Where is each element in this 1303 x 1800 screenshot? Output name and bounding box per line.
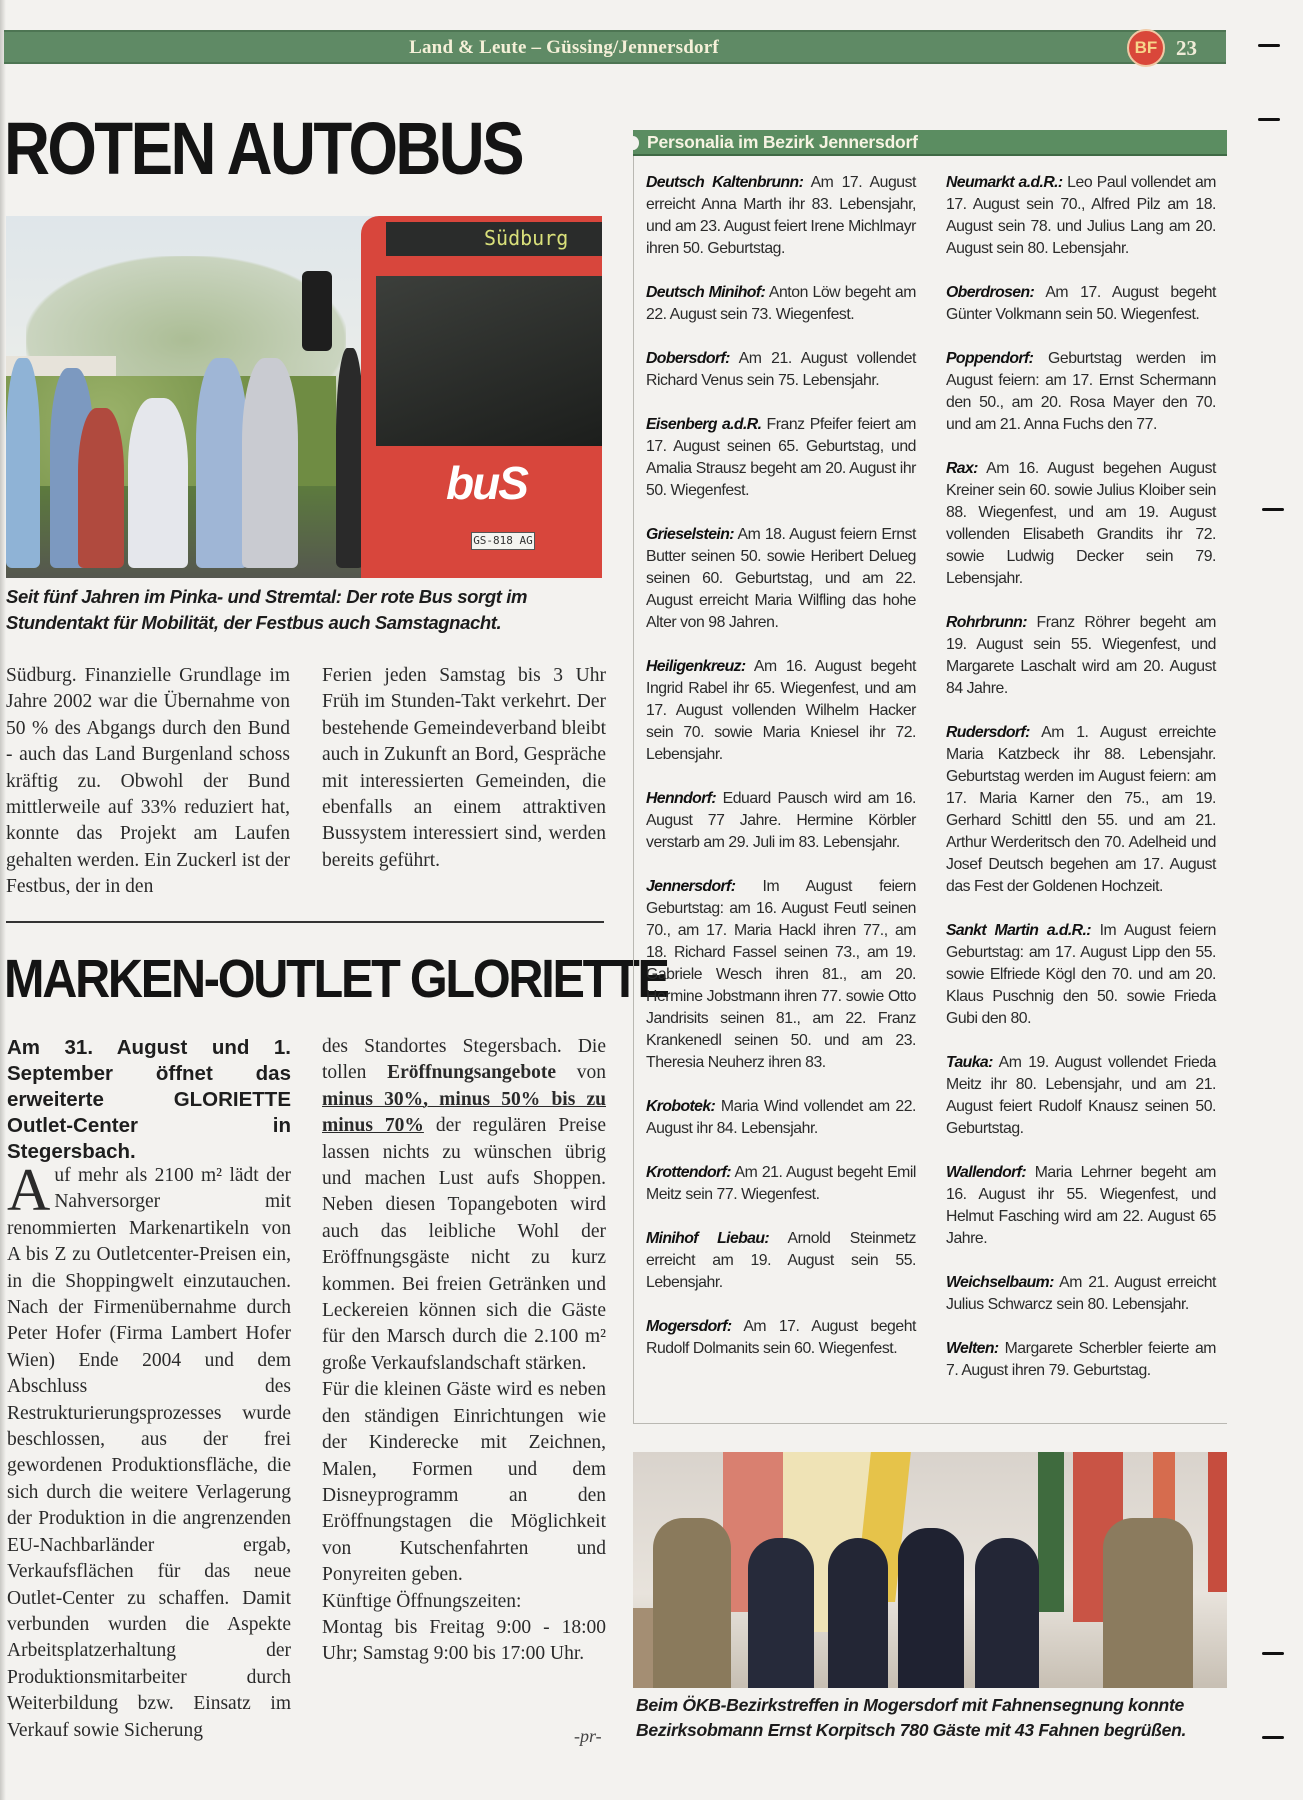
personalia-entry <box>646 788 916 854</box>
personalia-entry <box>646 1096 916 1140</box>
place-name: Rax: <box>946 460 978 477</box>
place-name: Tauka: <box>946 1054 993 1071</box>
uniformed-man <box>898 1528 964 1688</box>
entry-text: Am 18. August feiern Ernst Butter seinen 50. sowie Heribert Delueg seinen 60. Geburtstag, und am 22. August erreicht Maria Wilfling das hohe Alter von 98 Jahren. <box>646 526 916 631</box>
personalia-entry <box>646 414 916 502</box>
uniformed-man <box>1103 1518 1193 1688</box>
personalia-entry <box>646 656 916 766</box>
place-name: Jennersdorf: <box>646 878 736 895</box>
place-name: Dobersdorf: <box>646 350 730 367</box>
opening-hours: Montag bis Freitag 9:00 - 18:00 Uhr; Samstag 9:00 bis 17:00 Uhr. <box>322 1616 606 1665</box>
outlet-article-headline: MARKEN-OUTLET GLORIETTE <box>4 949 668 1009</box>
place-name: Sankt Martin a.d.R.: <box>946 922 1091 939</box>
entry-text: Margarete Scherbler feierte am 7. August ihren 79. Geburtstag. <box>946 1340 1216 1379</box>
personalia-entry <box>646 348 916 392</box>
section-header-bar <box>4 30 1226 64</box>
personalia-entry <box>946 1052 1216 1140</box>
place-name: Neumarkt a.d.R.: <box>946 174 1063 191</box>
entry-text: Am 17. August begeht Günter Volkmann sein 50. Wiegenfest. <box>946 284 1216 323</box>
child-figure <box>128 398 188 568</box>
personalia-title: Personalia im Bezirk Jennersdorf <box>647 132 918 152</box>
entry-text: Am 17. August begeht Rudolf Dolmanits sein 60. Wiegenfest. <box>646 1318 916 1357</box>
child-figure <box>196 358 248 568</box>
bus-logo: buS <box>446 457 527 509</box>
entry-text: Am 17. August erreicht Anna Marth ihr 83. Lebensjahr, und am 23. August feiert Irene Michlmayr ihren 50. Geburtstag. <box>646 174 916 257</box>
personalia-header-bar <box>633 130 1227 156</box>
entry-text: Franz Röhrer begeht am 19. August sein 55. Wiegenfest, und Margarete Laschalt wird am 20. August 84 Jahre. <box>946 614 1216 697</box>
personalia-entry <box>946 920 1216 1030</box>
discount-highlight: minus 30%, minus 50% bis zu minus 70% <box>322 1088 606 1137</box>
crop-mark-icon <box>1262 1736 1284 1739</box>
uniformed-man <box>828 1538 888 1688</box>
crop-mark-icon <box>1262 508 1284 511</box>
place-name: Deutsch Kaltenbrunn: <box>646 174 804 191</box>
bf-logo-icon: BF <box>1127 29 1165 67</box>
personalia-entry <box>646 282 916 326</box>
driver-figure <box>336 348 364 568</box>
place-name: Eisenberg a.d.R. <box>646 416 762 433</box>
place-name: Oberdrosen: <box>946 284 1035 301</box>
page-number: 23 <box>1176 36 1197 60</box>
entry-text: Am 19. August vollendet Frieda Meitz ihr 80. Lebensjahr, und am 21. August feiert Rudolf Knausz seinen 50. Geburtstag. <box>946 1054 1216 1137</box>
flag <box>1038 1452 1064 1612</box>
personalia-entry <box>946 1338 1216 1382</box>
outlet-column-1-text: uf mehr als 2100 m² lädt der Nahversorger mit renommierten Markenartikeln von A bis Z zu Outletcenter-Preisen ein, in die Shoppingwelt einzutauchen. Nach der Firmenübernahme durch Peter Hofer (Firma Lambert Hofer Wien) Ende 2004 und dem Abschluss des Restrukturierungsprozesses wurde beschlossen, aus der frei gewordenen Produktionsfläche, die sich durch die weitere Verlagerung der Produktion in die angrenzenden EU-Nachbarländer ergab, Verkaufsflächen für das neue Outlet-Center zu schaffen. Damit verbunden wurden die Aspekte Arbeitsplatzerhaltung der Produktionsmitarbeiter durch Weiterbildung bzw. Einsatz im Verkauf sowie Sicherung <box>7 1165 291 1741</box>
offer-join-text: von <box>556 1062 606 1084</box>
entry-text: Am 16. August begeht Ingrid Rabel ihr 65. Wiegenfest, und am 17. August vollenden Wilhelm Hacker sein 70. sowie Maria Kniesel ihr 72. Lebensjahr. <box>646 658 916 763</box>
personalia-entry <box>946 458 1216 590</box>
uniformed-man <box>975 1538 1039 1688</box>
place-name: Grieselstein: <box>646 526 734 543</box>
personalia-column-1 <box>646 172 916 1382</box>
entry-text: Im August feiern Geburtstag: am 16. August Feutl seinen 70., am 17. Maria Hackl ihren 77., am 18. Richard Fassel seinen 73., am 19. Gabriele Wesch ihren 81., am 20. Hermine Jobstmann ihren 77. sowie Otto Jandrisits seinen 81., am 22. Franz Krankenedl seinen 50. und am 23. Theresia Neuherz ihren 83. <box>646 878 916 1071</box>
place-name: Weichselbaum: <box>946 1274 1054 1291</box>
place-name: Rohrbrunn: <box>946 614 1027 631</box>
license-plate: GS-818 AG <box>471 532 535 550</box>
entry-text: Im August feiern Geburtstag: am 17. August Lipp den 55. sowie Elfriede Kögl den 70. und am 20. Klaus Puschnig den 50. sowie Frieda Gubi den 80. <box>946 922 1216 1027</box>
place-name: Heiligenkreuz: <box>646 658 746 675</box>
outlet-article-column-2 <box>322 1034 606 1668</box>
outlet-intro-text: des Standortes Stegersbach. Die tollen <box>322 1036 606 1084</box>
article-divider <box>6 921 604 923</box>
personalia-entry <box>646 1162 916 1206</box>
personalia-entry <box>646 172 916 260</box>
child-figure <box>6 358 40 568</box>
entry-text: Am 16. August begehen August Kreiner sein 60. sowie Julius Kloiber sein 88. Wiegenfest, und am 19. August vollenden Elisabeth Grandits ihr 72. sowie Ludwig Decker sein 79. Lebensjahr. <box>946 460 1216 587</box>
outlet-article-lead: Am 31. August und 1. September öffnet das erweiterte GLORIETTE Outlet-Center in Stegersbach. <box>7 1036 291 1163</box>
bus-photo <box>6 216 602 578</box>
personalia-entry <box>946 348 1216 436</box>
bus-mirror <box>302 271 332 351</box>
place-name: Rudersdorf: <box>946 724 1030 741</box>
personalia-entry <box>946 282 1216 326</box>
uniformed-man <box>748 1538 814 1688</box>
okb-ceremony-photo <box>633 1452 1227 1688</box>
entry-text: Franz Pfeifer feiert am 17. August seinen 65. Geburtstag, und Amalia Strausz begeht am 20. August ihr 50. Wiegenfest. <box>646 416 916 499</box>
personalia-column-2 <box>946 172 1216 1404</box>
crop-mark-icon <box>1262 1652 1284 1655</box>
personalia-entry <box>946 1162 1216 1250</box>
author-signature: -pr- <box>574 1726 602 1746</box>
personalia-entry <box>646 1316 916 1360</box>
after-discount-text: der regulären Preise lassen nichts zu wünschen übrig und machen Lust aufs Shoppen. Neben diesen Topangeboten wird auch das leibliche Wohl der Eröffnungsgäste nicht zu kurz kommen. Bei freien Getränken und Leckereien können sich die Gäste für den Marsch durch die 2.100 m² große Verkaufslandschaft stärken. <box>322 1115 606 1374</box>
place-name: Henndorf: <box>646 790 717 807</box>
bus-article-column-1: Südburg. Finanzielle Grundlage im Jahre 2002 war die Übernahme von 50 % des Abgangs durch den Bund - auch das Land Burgenland schoss kräftig zu. Obwohl der Bund mittlerweile auf 33% reduziert hat, konnte das Projekt am Laufen gehalten werden. Ein Zuckerl ist der Festbus, der in den <box>6 665 290 898</box>
personalia-entry <box>646 524 916 634</box>
personalia-entry <box>946 172 1216 260</box>
entry-text: Anton Löw begeht am 22. August sein 73. Wiegenfest. <box>646 284 916 323</box>
entry-text: Leo Paul vollendet am 17. August sein 70., Alfred Pilz am 18. August sein 78. und Julius Lang am 20. August sein 80. Lebensjahr. <box>946 174 1216 257</box>
offer-label: Eröffnungsangebote <box>387 1062 557 1084</box>
bus-photo-caption: Seit fünf Jahren im Pinka- und Stremtal: Der rote Bus sorgt im Stundentakt für Mobilität, der Festbus auch Samstagnacht. <box>6 586 528 633</box>
uniformed-man <box>653 1518 731 1688</box>
place-name: Wallendorf: <box>946 1164 1026 1181</box>
place-name: Krottendorf: <box>646 1164 731 1181</box>
bus-windshield <box>376 276 602 446</box>
opening-hours-title: Künftige Öffnungszeiten: <box>322 1590 522 1612</box>
personalia-entry <box>646 1228 916 1294</box>
crop-mark-icon <box>1258 118 1280 121</box>
entry-text: Eduard Pausch wird am 16. August 77 Jahre. Hermine Körbler verstarb am 29. Juli im 83. Lebensjahr. <box>646 790 916 851</box>
header-tab-notch <box>627 136 639 150</box>
place-name: Poppendorf: <box>946 350 1034 367</box>
entry-text: Maria Lehrner begeht am 16. August ihr 55. Wiegenfest, und Helmut Fasching wird am 22. August 65 Jahre. <box>946 1164 1216 1247</box>
outlet-article-column-1 <box>7 1157 291 1744</box>
personalia-entry <box>646 876 916 1074</box>
personalia-entry <box>946 722 1216 898</box>
place-name: Mogersdorf: <box>646 1318 732 1335</box>
place-name: Krobotek: <box>646 1098 716 1115</box>
section-title: Land & Leute – Güssing/Jennersdorf <box>409 37 719 58</box>
child-figure <box>242 358 298 568</box>
child-figure <box>78 408 124 568</box>
personalia-entry <box>946 1272 1216 1316</box>
entry-text: Am 1. August erreichte Maria Katzbeck ihr 88. Lebensjahr. Geburtstag werden im August feiern: am 17. Maria Karner den 75., am 19. Gerhard Schittl den 55. und am 21. Arthur Werderitsch den 70. Adelheid und Josef Deutsch begehen am 17. August das Fest der Goldenen Hochzeit. <box>946 724 1216 895</box>
bus-article-headline: ROTEN AUTOBUS <box>4 107 523 190</box>
entry-text: Am 21. August vollendet Richard Venus sein 75. Lebensjahr. <box>646 350 916 389</box>
place-name: Minihof Liebau: <box>646 1230 770 1247</box>
entry-text: Am 21. August begeht Emil Meitz sein 77. Wiegenfest. <box>646 1164 916 1203</box>
bus-destination-sign: Südburg <box>386 222 602 256</box>
place-name: Deutsch Minihof: <box>646 284 766 301</box>
entry-text: Maria Wind vollendet am 22. August ihr 84. Lebensjahr. <box>646 1098 916 1137</box>
crop-mark-icon <box>1258 44 1280 47</box>
dropcap: A <box>7 1157 51 1223</box>
personalia-entry <box>946 612 1216 700</box>
bus-article-column-2: Ferien jeden Samstag bis 3 Uhr Früh im Stunden-Takt verkehrt. Der bestehende Gemeindeverband bleibt auch in Zukunft an Bord, Gespräche mit interessierten Gemeinden, die ebenfalls an einem attraktiven Bussystem interessiert sind, werden bereits geführt. <box>322 665 606 871</box>
entry-text: Am 21. August erreicht Julius Schwarcz sein 80. Lebensjahr. <box>946 1274 1216 1313</box>
entry-text: Arnold Steinmetz erreicht am 19. August sein 55. Lebensjahr. <box>646 1230 916 1291</box>
okb-photo-caption: Beim ÖKB-Bezirkstreffen in Mogersdorf mit Fahnensegnung konnte Bezirksobmann Ernst Korpitsch 780 Gäste mit 43 Fahnen begrüßen. <box>636 1695 1187 1740</box>
entry-text: Geburtstag werden im August feiern: am 17. Ernst Schermann den 50., am 20. Rosa Mayer den 70. und am 21. Anna Fuchs den 77. <box>946 350 1216 433</box>
place-name: Welten: <box>946 1340 999 1357</box>
flag <box>1208 1452 1227 1592</box>
kids-paragraph: Für die kleinen Gäste wird es neben den ständigen Einrichtungen wie der Kinderecke mit Zeichnen, Malen, Formen und dem Disneyprogramm an den Eröffnungstagen die Möglichkeit von Kutschenfahrten und Ponyreiten geben. <box>322 1379 606 1586</box>
